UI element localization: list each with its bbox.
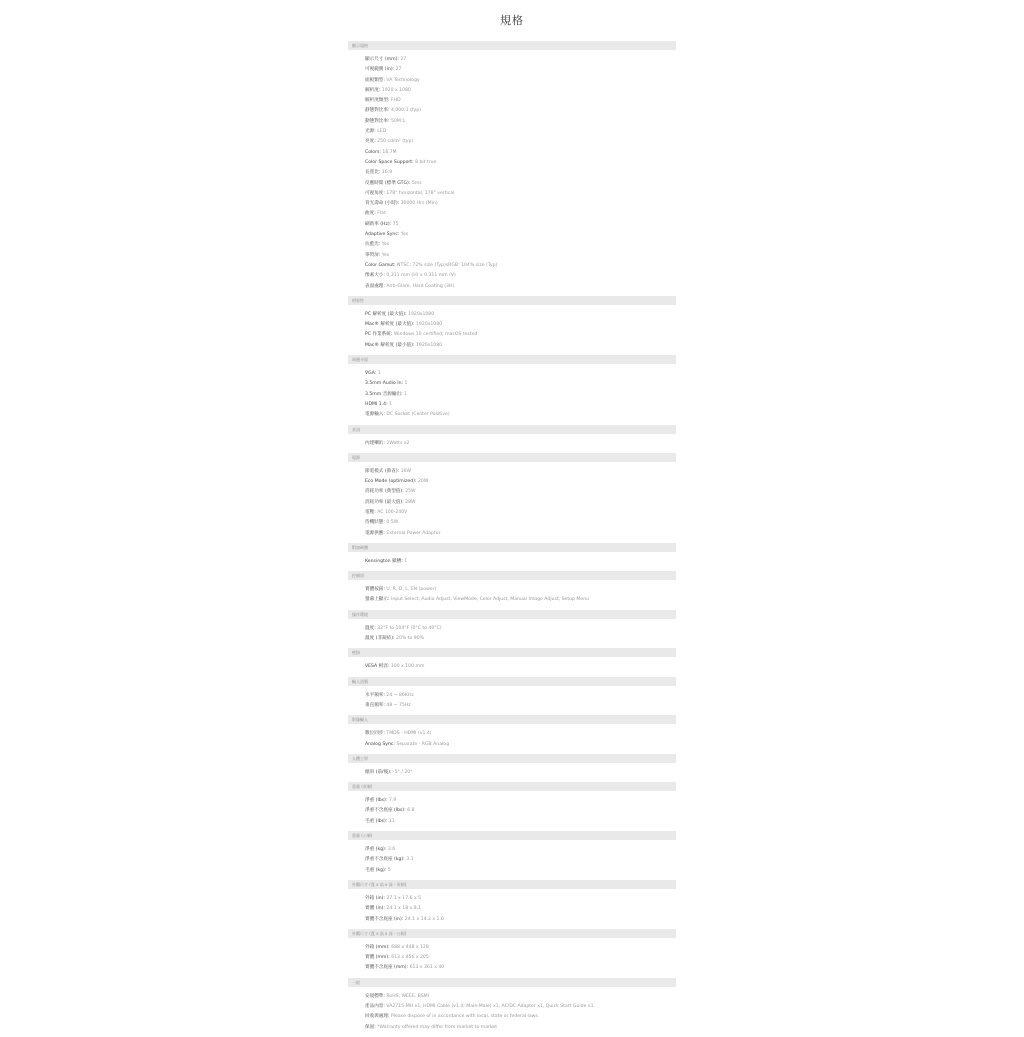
spec-label: 曲度: — [365, 211, 376, 217]
spec-row — [365, 189, 676, 199]
spec-value: Yes — [380, 242, 390, 248]
spec-row — [365, 369, 676, 379]
spec-label: 毛重 (lbs): — [365, 818, 388, 824]
spec-value: 27 — [394, 67, 402, 73]
spec-label: Color Gamut: — [365, 262, 396, 268]
spec-section — [348, 610, 676, 645]
spec-section — [348, 355, 676, 420]
spec-label: 消耗功率 (典型值): — [365, 489, 404, 495]
spec-row — [365, 963, 676, 973]
spec-row — [365, 866, 676, 876]
spec-value: 50M:1 — [389, 118, 406, 124]
spec-label: 反應時間 (標準 GTG): — [365, 180, 411, 186]
spec-rows — [348, 662, 676, 672]
spec-label: 實體不含底座 (mm): — [365, 965, 409, 971]
spec-label: 實體 (mm): — [365, 955, 390, 961]
spec-label: 解析度類型: — [365, 98, 390, 104]
spec-row — [365, 251, 676, 261]
spec-row — [365, 271, 676, 281]
spec-value: Yes — [380, 252, 390, 258]
spec-row — [365, 341, 676, 351]
spec-row — [365, 915, 676, 925]
spec-row — [365, 158, 676, 168]
section-header: 人體工學 — [348, 754, 676, 763]
spec-value: U, R, D, L, EN (power) — [384, 587, 437, 593]
section-header: 重量 (公制) — [348, 831, 676, 840]
spec-label: Color Space Support: — [365, 159, 414, 165]
spec-section — [348, 929, 676, 974]
spec-label: 毛重 (kg): — [365, 867, 387, 873]
spec-label: 面板類型: — [365, 77, 385, 83]
spec-value: 27 — [398, 57, 407, 62]
spec-value: 20W — [416, 479, 429, 485]
spec-row — [365, 740, 676, 750]
spec-label: 螢幕上顯示: — [365, 597, 390, 603]
spec-value: 5 — [386, 867, 391, 873]
spec-row — [365, 806, 676, 816]
spec-row — [365, 992, 676, 1002]
spec-label: 節電模式 (節省): — [365, 468, 400, 474]
spec-row — [365, 320, 676, 330]
spec-row — [365, 845, 676, 855]
spec-value: -5° / 20° — [391, 769, 413, 775]
spec-value: LED — [375, 129, 387, 135]
spec-row — [365, 1002, 676, 1012]
spec-row — [365, 230, 676, 240]
spec-row — [365, 240, 676, 250]
spec-row — [365, 220, 676, 230]
spec-label: 數位同步: — [365, 731, 385, 737]
spec-section — [348, 41, 676, 292]
spec-label: 電源供應: — [365, 530, 385, 536]
spec-row — [365, 148, 676, 158]
spec-value: 0.5W — [384, 520, 399, 526]
spec-row — [365, 634, 676, 644]
spec-rows — [348, 894, 676, 925]
spec-label: 濕度 (非凝結): — [365, 636, 395, 642]
spec-label: 水平頻率: — [365, 692, 385, 698]
section-header: 輸入訊號 — [348, 677, 676, 686]
spec-section — [348, 453, 676, 539]
spec-label: 像素大小: — [365, 273, 385, 279]
spec-section — [348, 296, 676, 351]
spec-section — [348, 754, 676, 778]
spec-row — [365, 557, 676, 567]
spec-value: 178° horizontal, 178° vertical — [384, 190, 455, 196]
spec-rows — [348, 768, 676, 778]
spec-row — [365, 310, 676, 320]
spec-value: AC 100-240V — [375, 509, 408, 515]
spec-label: 動態對比率: — [365, 118, 390, 124]
spec-value: Please dispose of in accordance with local, state or federal laws. — [389, 1014, 540, 1020]
spec-row — [365, 855, 676, 865]
spec-row — [365, 498, 676, 508]
spec-value: 24.1 x 14.2 x 1.6 — [403, 916, 444, 922]
spec-label: VESA 相容: — [365, 664, 390, 670]
spec-value: Anti-Glare, Hard Coating (3H) — [384, 283, 455, 289]
spec-value: 24.1 x 18 x 8.1 — [384, 906, 422, 912]
spec-label: 外箱 (in): — [365, 895, 385, 901]
spec-row — [365, 585, 676, 595]
spec-row — [365, 529, 676, 539]
spec-value: 100 x 100 mm — [389, 664, 425, 670]
spec-label: 待機狀態: — [365, 520, 385, 526]
spec-value: 8 bit true — [413, 159, 437, 165]
spec-value: 1920x1080 — [414, 322, 443, 328]
spec-row — [365, 86, 676, 96]
spec-value: 613 x 361 x 40 — [408, 965, 445, 971]
spec-label: 淨重不含底座 (lbs): — [365, 808, 406, 814]
spec-value: 1920x1080 — [414, 342, 443, 348]
spec-row — [365, 691, 676, 701]
spec-rows — [348, 439, 676, 449]
spec-label: 實體按鈕: — [365, 587, 385, 593]
spec-rows — [348, 624, 676, 645]
spec-section — [348, 880, 676, 925]
section-header: 操作環境 — [348, 610, 676, 619]
spec-label: 靜態對比率: — [365, 108, 390, 114]
spec-label: 光源: — [365, 129, 376, 135]
spec-label: VGA: — [365, 371, 377, 377]
spec-value: 7.9 — [387, 798, 397, 804]
spec-row — [365, 796, 676, 806]
spec-value: External Power Adaptor — [384, 530, 441, 536]
spec-label: 抗藍光: — [365, 242, 381, 248]
spec-row — [365, 96, 676, 106]
spec-row — [365, 261, 676, 271]
spec-value: 688 x 448 x 128 — [389, 944, 429, 950]
spec-value: Input Select, Audio Adjust, ViewMode, Color Adjust, Manual Image Adjust, Setup Menu — [389, 597, 590, 603]
spec-value: 1 — [387, 401, 393, 407]
spec-section — [348, 782, 676, 827]
spec-section — [348, 831, 676, 876]
spec-value: 1 — [376, 371, 381, 377]
spec-value: Yes — [399, 232, 409, 238]
spec-section — [348, 677, 676, 712]
spec-value: Windows 10 certified; macOS tested — [392, 332, 478, 338]
spec-row — [365, 768, 676, 778]
spec-value: 16W — [399, 468, 412, 474]
page-title: 規格 — [500, 14, 524, 27]
section-header: 顯示規格 — [348, 41, 676, 50]
spec-label: PC 作業系統: — [365, 332, 393, 338]
spec-label: 3.5mm 音源輸出: — [365, 391, 403, 397]
spec-rows — [348, 691, 676, 712]
spec-label: 淨重 (lbs): — [365, 798, 388, 804]
spec-value: 25W — [403, 489, 416, 495]
spec-label: 表面處理: — [365, 283, 385, 289]
spec-row — [365, 1012, 676, 1022]
spec-value: NTSC: 72% size (Typ)sRGB: 104% size (Typ) — [395, 262, 498, 268]
spec-section — [348, 425, 676, 449]
spec-row — [365, 330, 676, 340]
spec-value: 1 — [403, 381, 408, 387]
spec-rows — [348, 55, 676, 292]
spec-value: 11 — [387, 818, 395, 824]
section-header: 外觀尺寸 (寬 x 高 x 深 - 公制) — [348, 929, 676, 938]
spec-row — [365, 701, 676, 711]
spec-label: 傾斜 (前/後): — [365, 769, 392, 775]
spec-label: Mac® 解析度 (最小值): — [365, 342, 415, 348]
spec-row — [365, 439, 676, 449]
spec-row — [365, 390, 676, 400]
spec-value: 28W — [403, 499, 416, 505]
spec-label: 零閃屏: — [365, 252, 381, 258]
spec-value: 1920x1080 — [406, 311, 435, 317]
spec-row — [365, 508, 676, 518]
section-header: 重量 (英制) — [348, 782, 676, 791]
spec-row — [365, 477, 676, 487]
spec-rows — [348, 796, 676, 827]
section-header: 控制項 — [348, 571, 676, 580]
spec-section — [348, 543, 676, 567]
spec-row — [365, 729, 676, 739]
spec-value: 5ms — [410, 180, 422, 186]
spec-value: 0.311 mm (H) x 0.311 mm (V) — [384, 273, 456, 279]
spec-label: Eco Mode (optimized): — [365, 479, 417, 485]
spec-row — [365, 518, 676, 528]
spec-value: Separate - RGB Analog — [394, 741, 450, 747]
spec-rows — [348, 729, 676, 750]
spec-row — [365, 953, 676, 963]
spec-section — [348, 571, 676, 606]
spec-label: 回收與處理: — [365, 1014, 390, 1020]
spec-value: 30000 Hrs (Min) — [399, 201, 438, 207]
spec-value: 32°F to 104°F (0°C to 40°C) — [375, 625, 442, 631]
spec-row — [365, 209, 676, 219]
spec-rows — [348, 467, 676, 539]
section-header: 外觀尺寸 (寬 x 高 x 深 - 英制) — [348, 880, 676, 889]
spec-value: 16.7M — [380, 149, 397, 155]
spec-value: 3.6 — [386, 847, 396, 853]
spec-value: 27.1 x 17.6 x 5 — [384, 895, 422, 901]
spec-row — [365, 65, 676, 75]
spec-row — [365, 410, 676, 420]
spec-row — [365, 487, 676, 497]
spec-label: 電源輸入: — [365, 412, 385, 418]
spec-row — [365, 400, 676, 410]
spec-value: VA Technology — [384, 77, 420, 83]
spec-row — [365, 137, 676, 147]
spec-row — [365, 379, 676, 389]
spec-label: 可視範圍 (in): — [365, 67, 395, 73]
spec-label: Kensington 鎖槽: — [365, 558, 403, 564]
section-header: 附加硬體 — [348, 543, 676, 552]
spec-label: 保固: — [365, 1024, 376, 1030]
spec-label: 實體不含底座 (in): — [365, 916, 404, 922]
section-header: 一般 — [348, 978, 676, 987]
spec-label: 外箱 (mm): — [365, 944, 390, 950]
spec-row — [365, 943, 676, 953]
spec-value: 24 ~ 86KHz — [384, 692, 414, 698]
spec-section — [348, 648, 676, 672]
spec-row — [365, 282, 676, 292]
spec-label: 顯示尺寸 (mm): — [365, 57, 399, 62]
spec-label: 垂直頻率: — [365, 702, 385, 708]
spec-label: 安規標準: — [365, 993, 385, 999]
spec-value: 6.8 — [405, 808, 415, 814]
spec-label: PC 解析度 (最大值): — [365, 311, 407, 317]
spec-label: 產品內容: — [365, 1004, 385, 1009]
spec-row — [365, 199, 676, 209]
spec-row — [365, 55, 676, 65]
spec-label: 亮度: — [365, 139, 376, 145]
spec-value: 250 cd/m² (typ) — [375, 139, 414, 145]
spec-label: 實體 (in): — [365, 906, 385, 912]
spec-row — [365, 595, 676, 605]
spec-value: 20% to 90% — [394, 636, 424, 642]
spec-label: Mac® 解析度 (最大值): — [365, 322, 415, 328]
spec-row — [365, 817, 676, 827]
spec-section — [348, 715, 676, 750]
spec-label: 溫度: — [365, 625, 376, 631]
spec-value: Flat — [375, 211, 386, 217]
spec-row — [365, 467, 676, 477]
spec-value: DC Socket (Center Positive) — [384, 412, 450, 418]
spec-label: 解析度: — [365, 87, 381, 93]
spec-label: 消耗功率 (最大值): — [365, 499, 404, 505]
spec-value: 75 — [391, 221, 399, 227]
spec-label: Colors: — [365, 149, 381, 155]
spec-value: 613 x 456 x 205 — [389, 955, 429, 961]
section-header: 相容性 — [348, 296, 676, 305]
spec-value: 4,000:1 (typ) — [389, 108, 422, 114]
spec-rows — [348, 369, 676, 420]
spec-rows — [348, 310, 676, 351]
spec-value: 3.1 — [404, 857, 414, 863]
spec-row — [365, 624, 676, 634]
spec-value: VA2715-MH x1, HDMI Cable (v1.4; Male-Male) x1, AC/DC Adapter x1, Quick Start Guide x1 — [384, 1004, 594, 1009]
section-header: 壁掛 — [348, 648, 676, 657]
spec-label: HDMI 1.4: — [365, 401, 388, 407]
spec-rows — [348, 585, 676, 606]
spec-value: 16:9 — [380, 170, 393, 176]
spec-label: 3.5mm Audio In: — [365, 381, 404, 387]
spec-rows — [348, 557, 676, 567]
spec-label: 淨重 (kg): — [365, 847, 387, 853]
spec-rows — [348, 845, 676, 876]
spec-label: Analog Sync: — [365, 741, 395, 747]
spec-rows — [348, 992, 676, 1033]
spec-label: 淨重不含底座 (kg): — [365, 857, 405, 863]
spec-value: TMDS - HDMI (v1.4) — [384, 731, 432, 737]
spec-row — [365, 179, 676, 189]
spec-label: 內建喇叭: — [365, 440, 385, 446]
spec-value: 2Watts x2 — [384, 440, 410, 446]
spec-value: FHD — [389, 98, 401, 104]
section-header: 周邊介面 — [348, 355, 676, 364]
spec-rows — [348, 943, 676, 974]
spec-sheet — [348, 41, 676, 1037]
spec-value: 1 — [402, 558, 408, 564]
spec-section — [348, 978, 676, 1033]
spec-row — [365, 76, 676, 86]
spec-row — [365, 117, 676, 127]
spec-row — [365, 662, 676, 672]
spec-label: 電壓: — [365, 509, 376, 515]
spec-label: 可視角度: — [365, 190, 385, 196]
spec-row — [365, 168, 676, 178]
spec-value: 1 — [402, 391, 408, 397]
spec-value: 48 ~ 75Hz — [384, 702, 411, 708]
spec-row — [365, 1023, 676, 1033]
spec-row — [365, 106, 676, 116]
spec-row — [365, 127, 676, 137]
spec-label: 長寬比: — [365, 170, 381, 176]
spec-label: Adaptive Sync: — [365, 232, 400, 238]
spec-row — [365, 904, 676, 914]
section-header: 音訊 — [348, 425, 676, 434]
spec-label: 刷新率 (Hz): — [365, 221, 392, 227]
section-header: 影像輸入 — [348, 715, 676, 724]
spec-value: RoHS, WEEE, BSMI — [384, 993, 429, 999]
spec-label: 背光壽命 (小時): — [365, 201, 400, 207]
spec-value: *Warranty offered may differ from market to market — [375, 1024, 498, 1030]
spec-row — [365, 894, 676, 904]
spec-value: 1920 x 1080 — [380, 87, 411, 93]
section-header: 電源 — [348, 453, 676, 462]
